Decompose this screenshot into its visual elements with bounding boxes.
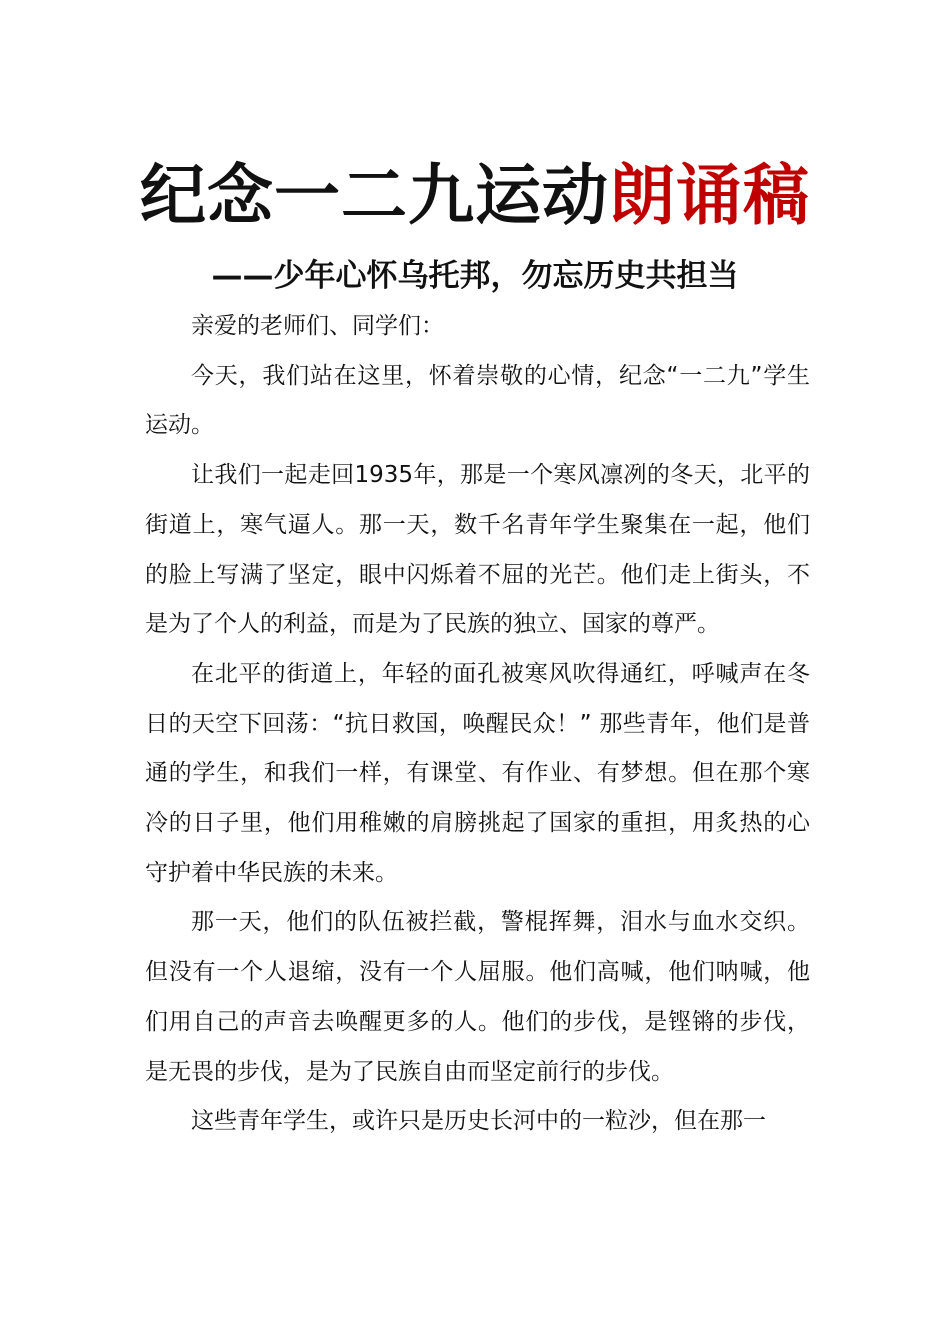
title-part-red: 朗诵稿 [609, 157, 810, 234]
title-part-black: 纪念一二九运动 [140, 157, 609, 234]
document-title [0, 148, 950, 244]
paragraph-greeting: 亲爱的老师们、同学们： [191, 313, 444, 339]
document-subtitle: ——少年心怀乌托邦，勿忘历史共担当 [211, 258, 739, 294]
paragraph: 今天，我们站在这里，怀着崇敬的心情，纪念“一二九”学生运动。 [145, 362, 810, 439]
paragraph: 那一天，他们的队伍被拦截，警棍挥舞，泪水与血水交织。但没有一个人退缩，没有一个人屈服。他们高喊，他们呐喊，他们用自己的声音去唤醒更多的人。他们的步伐，是铿锵的步伐，是无畏的步伐，是为了民族自由而坚定前行的步伐。 [145, 909, 810, 1085]
document-body [145, 302, 810, 1147]
paragraph: 让我们一起走回1935年，那是一个寒风凛冽的冬天，北平的街道上，寒气逼人。那一天，数千名青年学生聚集在一起，他们的脸上写满了坚定，眼中闪烁着不屈的光芒。他们走上街头，不是为了个人的利益，而是为了民族的独立、国家的尊严。 [145, 462, 810, 638]
paragraph: 这些青年学生，或许只是历史长河中的一粒沙，但在那一 [191, 1108, 766, 1135]
paragraph: 在北平的街道上，年轻的面孔被寒风吹得通红，呼喊声在冬日的天空下回荡：“抗日救国，唤醒民众！” 那些青年，他们是普通的学生，和我们一样，有课堂、有作业、有梦想。但在那个寒冷的日子里，他们用稚嫩的肩膀挑起了国家的重担，用炙热的心守护着中华民族的未来。 [145, 660, 810, 886]
